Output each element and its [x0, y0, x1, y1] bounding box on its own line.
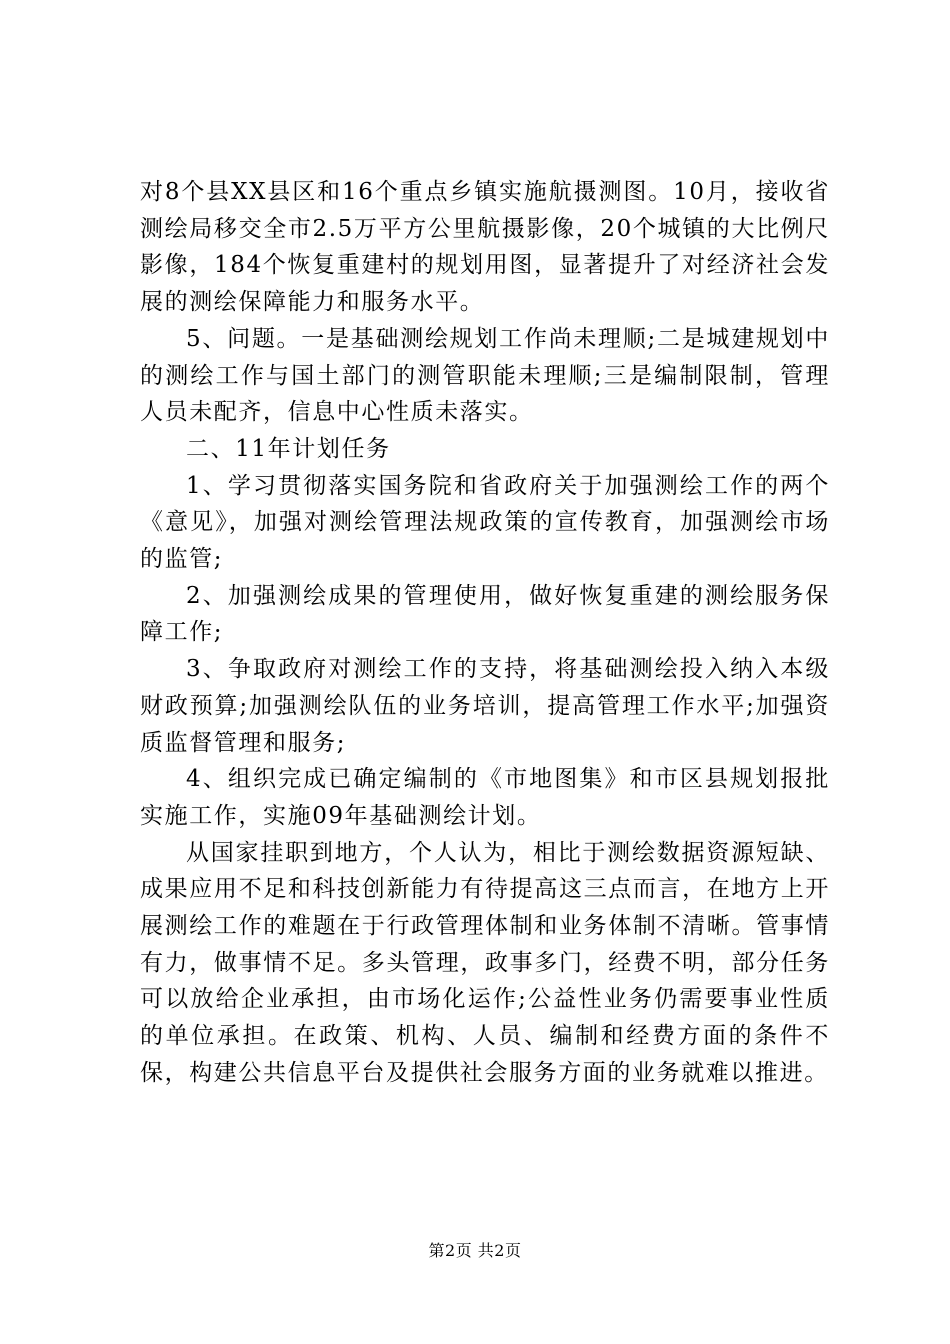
document-body [140, 174, 830, 1092]
page-footer: 第2页 共2页 [428, 1241, 522, 1260]
paragraph-task-2: 2、加强测绘成果的管理使用，做好恢复重建的测绘服务保障工作; [140, 582, 830, 646]
paragraph-problems: 5、问题。一是基础测绘规划工作尚未理顺;二是城建规划中的测绘工作与国土部门的测管职能未理顺;三是编制限制，管理人员未配齐，信息中心性质未落实。 [140, 325, 830, 426]
paragraph-personal-view: 从国家挂职到地方，个人认为，相比于测绘数据资源短缺、成果应用不足和科技创新能力有待提高这三点而言，在地方上开展测绘工作的难题在于行政管理体制和业务体制不清晰。管事情有力，做事情不足。多头管理，政事多门，经费不明，部分任务可以放给企业承担，由市场化运作;公益性业务仍需要事业性质的单位承担。在政策、机构、人员、编制和经费方面的条件不保，构建公共信息平台及提供社会服务方面的业务就难以推进。 [140, 839, 830, 1086]
paragraph-task-1: 1、学习贯彻落实国务院和省政府关于加强测绘工作的两个《意见》，加强对测绘管理法规政策的宣传教育，加强测绘市场的监管; [140, 472, 830, 573]
paragraph-task-4: 4、组织完成已确定编制的《市地图集》和市区县规划报批实施工作，实施09年基础测绘计划。 [140, 766, 830, 829]
section-heading-plan-tasks: 二、11年计划任务 [186, 435, 391, 462]
paragraph-aerial-survey: 对8个县XX县区和16个重点乡镇实施航摄测图。10月，接收省测绘局移交全市2.5万平方公里航摄影像，20个城镇的大比例尺影像，184个恢复重建村的规划用图，显著提升了对经济社会发展的测绘保障能力和服务水平。 [140, 179, 830, 316]
paragraph-task-3: 3、争取政府对测绘工作的支持，将基础测绘投入纳入本级财政预算;加强测绘队伍的业务培训，提高管理工作水平;加强资质监督管理和服务; [140, 656, 830, 756]
